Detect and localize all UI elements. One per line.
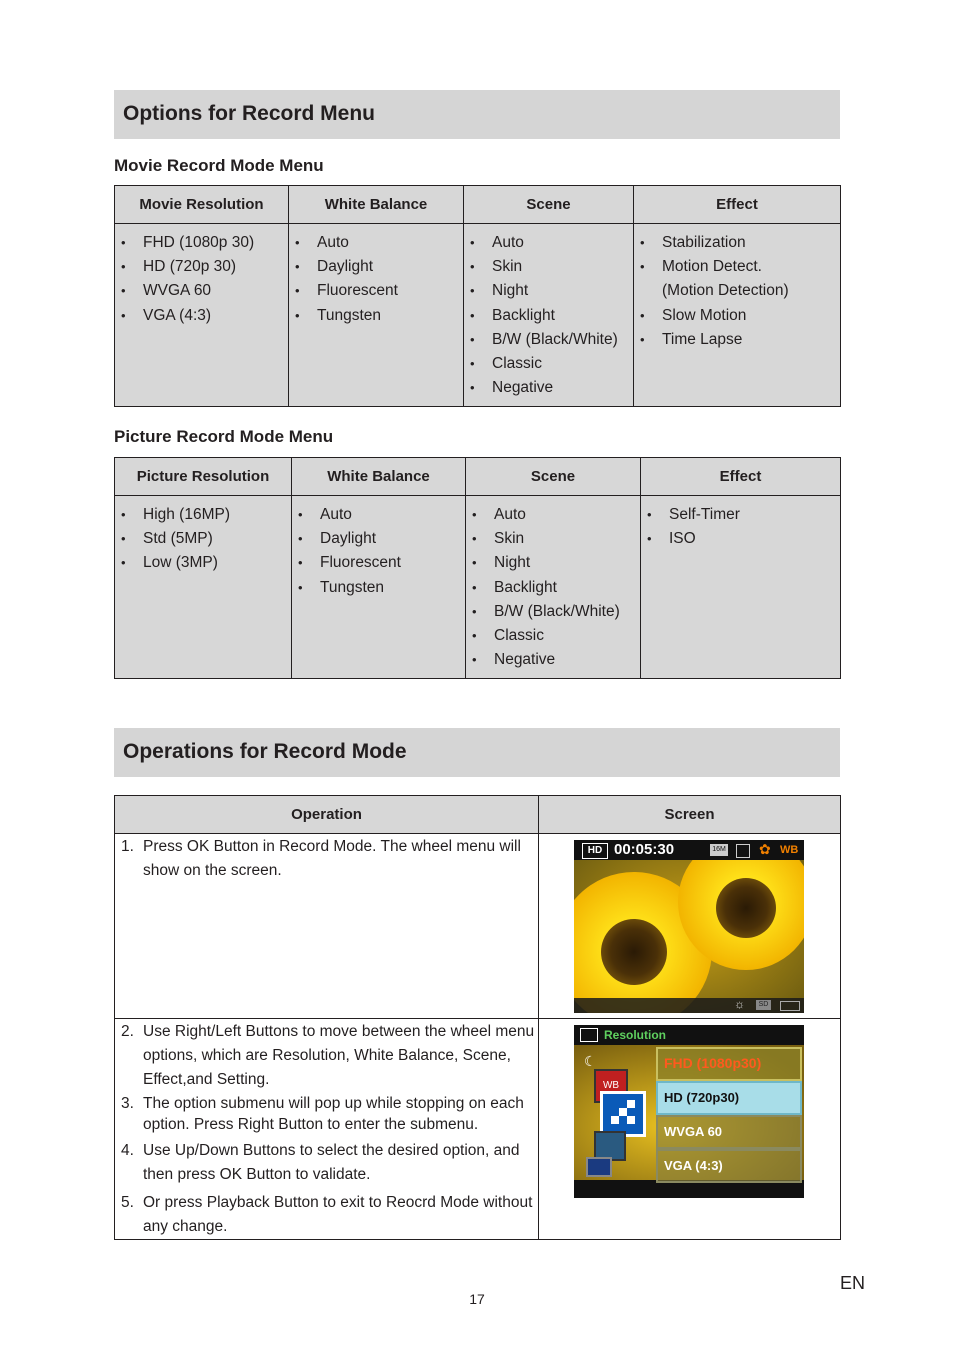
list-item: • Auto bbox=[472, 506, 526, 523]
list-item: • Auto bbox=[295, 234, 349, 251]
setting-option-icon bbox=[586, 1157, 612, 1177]
menu-option-hd-selected[interactable]: HD (720p30) bbox=[656, 1081, 802, 1115]
step-item: 2. Use Right/Left Buttons to move between the wheel menu options, which are Resolution, White Balance, Scene, Effect,and Setting. bbox=[121, 1023, 535, 1089]
operations-table bbox=[114, 795, 841, 1240]
operation-cell bbox=[115, 1019, 539, 1240]
camera-screen-menu bbox=[574, 1025, 804, 1198]
table-cell bbox=[115, 224, 289, 407]
camera-screen-live bbox=[574, 840, 804, 1013]
table-cell bbox=[115, 496, 292, 679]
white-balance-icon: WB bbox=[780, 844, 799, 856]
list-item: • Daylight bbox=[298, 530, 376, 548]
table-cell bbox=[292, 496, 466, 679]
column-header: Effect bbox=[641, 458, 841, 496]
list-item: • Tungsten bbox=[295, 306, 382, 324]
list-item: • Skin bbox=[472, 530, 525, 548]
page-number: 17 bbox=[469, 1291, 485, 1307]
column-header: Scene bbox=[466, 458, 641, 496]
screen-cell bbox=[539, 1019, 841, 1240]
sunflower-photo bbox=[574, 840, 804, 1013]
list-item: • WVGA 60 bbox=[121, 282, 212, 300]
step-item: 4. Use Up/Down Buttons to select the desired option, and then press OK Button to validate. bbox=[121, 1141, 520, 1183]
section-header-operations bbox=[114, 728, 840, 777]
list-item: • High (16MP) bbox=[121, 506, 230, 523]
column-header: Effect bbox=[634, 186, 841, 224]
menu-option-fhd[interactable]: FHD (1080p30) bbox=[656, 1047, 802, 1081]
list-item: • Classic bbox=[472, 627, 544, 645]
list-item: • Backlight bbox=[470, 306, 555, 324]
step-item: 5. Or press Playback Button to exit to Reocrd Mode without any change. bbox=[121, 1194, 533, 1236]
wb-option-icon: WB bbox=[594, 1069, 628, 1103]
column-header: Screen bbox=[539, 796, 841, 834]
column-header: Operation bbox=[115, 796, 539, 834]
column-header: White Balance bbox=[289, 186, 464, 224]
scene-flower-icon: ✿ bbox=[759, 841, 771, 857]
picture-menu-title: Picture Record Mode Menu bbox=[114, 427, 334, 446]
list-item: • Low (3MP) bbox=[121, 554, 218, 572]
list-item: • Motion Detect. bbox=[640, 258, 762, 276]
list-item: • Negative bbox=[470, 379, 554, 397]
column-header: Scene bbox=[464, 186, 634, 224]
list-item: • HD (720p 30) bbox=[121, 258, 237, 276]
movie-menu-title: Movie Record Mode Menu bbox=[114, 156, 324, 175]
list-item: (Motion Detection) bbox=[662, 282, 789, 300]
table-row bbox=[115, 1019, 841, 1240]
list-item: • B/W (Black/White) bbox=[472, 602, 620, 620]
list-item: • Std (5MP) bbox=[121, 530, 213, 548]
list-item: • Fluorescent bbox=[298, 554, 401, 572]
section-title: Operations for Record Mode bbox=[123, 740, 407, 763]
light-icon: ☼ bbox=[734, 997, 745, 1011]
table-row bbox=[115, 224, 841, 407]
list-item: • Time Lapse bbox=[640, 330, 743, 348]
table-cell bbox=[466, 496, 641, 679]
table-cell bbox=[289, 224, 464, 407]
menu-option-vga[interactable]: VGA (4:3) bbox=[656, 1149, 802, 1183]
list-item: • ISO bbox=[647, 530, 696, 548]
column-header: Picture Resolution bbox=[115, 458, 292, 496]
menu-option-wvga[interactable]: WVGA 60 bbox=[656, 1115, 802, 1149]
list-item: • Negative bbox=[472, 651, 556, 669]
table-cell bbox=[641, 496, 841, 679]
table-row bbox=[115, 834, 841, 1019]
section-title: Options for Record Menu bbox=[123, 102, 375, 125]
list-item: • Fluorescent bbox=[295, 282, 398, 300]
resolution-grid-icon bbox=[603, 1094, 643, 1134]
list-item: • FHD (1080p 30) bbox=[121, 234, 255, 251]
image-quality-icon bbox=[736, 844, 750, 858]
list-item: • Auto bbox=[298, 506, 352, 523]
table-header-row bbox=[115, 796, 841, 834]
scene-moon-icon: ☾ bbox=[584, 1053, 597, 1069]
section-header-options bbox=[114, 90, 840, 139]
menu-title: Resolution bbox=[604, 1028, 666, 1042]
list-item: • Night bbox=[472, 554, 531, 572]
table-cell bbox=[464, 224, 634, 407]
list-item: • Daylight bbox=[295, 258, 373, 276]
list-item: • B/W (Black/White) bbox=[470, 330, 618, 348]
operation-cell bbox=[115, 834, 539, 1019]
screen-cell bbox=[539, 834, 841, 1019]
list-item: • Classic bbox=[470, 355, 542, 373]
column-header: Movie Resolution bbox=[115, 186, 289, 224]
list-item: • Backlight bbox=[472, 578, 557, 596]
picture-menu-table bbox=[114, 457, 841, 679]
list-item: • VGA (4:3) bbox=[121, 306, 212, 324]
list-item: • Night bbox=[470, 282, 529, 300]
list-item: • Skin bbox=[470, 258, 523, 276]
table-header-row bbox=[115, 458, 841, 496]
movie-menu-table bbox=[114, 185, 841, 407]
hd-badge-icon: HD bbox=[582, 843, 608, 859]
menu-mode-icon bbox=[580, 1028, 598, 1042]
photo-size-icon: 16M bbox=[710, 844, 728, 856]
recording-timer: 00:05:30 bbox=[614, 841, 675, 858]
list-item: • Auto bbox=[470, 234, 524, 251]
table-cell bbox=[634, 224, 841, 407]
sd-card-icon: SD bbox=[756, 1000, 771, 1010]
step-item: 3. The option submenu will pop up while stopping on each option. Press Right Button to enter the submenu. bbox=[121, 1094, 524, 1133]
list-item: • Tungsten bbox=[298, 578, 385, 596]
list-item: • Self-Timer bbox=[647, 506, 740, 523]
language-label: EN bbox=[840, 1273, 866, 1293]
column-header: White Balance bbox=[292, 458, 466, 496]
list-item: • Stabilization bbox=[640, 234, 746, 251]
battery-icon bbox=[780, 1001, 800, 1011]
list-item: • Slow Motion bbox=[640, 306, 747, 324]
step-item: 1. Press OK Button in Record Mode. The wheel menu will show on the screen. bbox=[121, 838, 521, 880]
table-row bbox=[115, 496, 841, 679]
table-header-row bbox=[115, 186, 841, 224]
